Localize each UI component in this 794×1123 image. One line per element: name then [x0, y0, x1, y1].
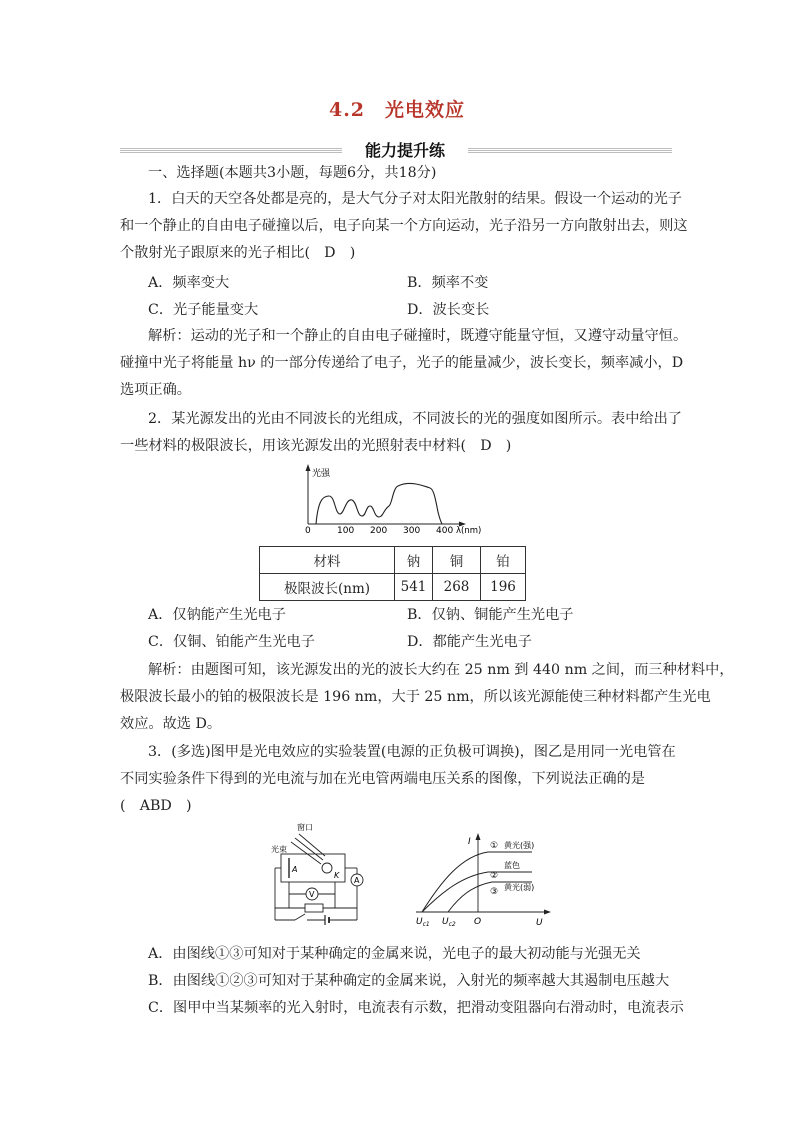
q1-option-a: A．频率变大: [148, 275, 230, 291]
light-beam-ray: [291, 842, 321, 864]
intensity-curve: [316, 483, 442, 524]
table-cell: 268: [433, 574, 481, 601]
x-tick-label: 100: [337, 526, 355, 536]
light-beam-ray: [299, 834, 325, 856]
q2-analysis-line: 解析：由题图可知，该光源发出的光的波长大约在 25 nm 到 440 nm 之间，而三种材料中，: [148, 662, 734, 678]
q3-option-a: A．由图线①③可知对于某种确定的金属来说，光电子的最大初动能与光强无关: [148, 946, 641, 962]
materials-table: [259, 546, 526, 601]
voltmeter-label: V: [309, 890, 315, 899]
uc1-symbol: U: [416, 917, 423, 927]
q1-analysis-line: 选项正确。: [120, 382, 191, 398]
q2-analysis-line: 效应。故选 D。: [120, 716, 222, 732]
cathode-label: K: [334, 871, 340, 880]
light-beam-ray: [295, 838, 323, 860]
uc1-subscript: c1: [422, 921, 430, 928]
y-axis-label: 光强: [312, 469, 331, 479]
x-tick-label: 200: [370, 526, 388, 536]
u-axis-label: U: [536, 918, 543, 928]
q1-option-d: D．波长变长: [407, 302, 490, 318]
uc2-symbol: U: [442, 917, 449, 927]
beam-label: 光束: [271, 845, 287, 854]
divider-right: [468, 148, 672, 153]
anode-label: A: [292, 865, 298, 874]
section-header: [120, 138, 672, 160]
table-header-cell: 铂: [481, 547, 526, 574]
rheostat: [305, 904, 323, 912]
q2-option-d: D．都能产生光电子: [407, 634, 532, 650]
i-axis-label: I: [468, 837, 471, 847]
q2-analysis-line: 极限波长最小的铂的极限波长是 196 nm，大于 25 nm，所以该光源能使三种材料都产生光电: [120, 689, 711, 705]
x-tick-label: 300: [403, 526, 421, 536]
x-tick-label: 0: [305, 526, 311, 536]
q1-analysis-line: 解析：运动的光子和一个静止的自由电子碰撞时，既遵守能量守恒，又遵守动量守恒。: [148, 328, 688, 344]
page-title: 4.2 光电效应: [328, 99, 466, 121]
y-axis-arrow: [306, 464, 311, 471]
table-cell: 196: [481, 574, 526, 601]
q1-analysis-line: 碰撞中光子将能量 hν 的一部分传递给了电子，光子的能量减少，波长变长，频率减小，D: [120, 355, 684, 371]
table-cell: 极限波长(nm): [260, 574, 395, 601]
origin-label: O: [474, 917, 482, 927]
q2-option-b: B．仅钠、铜能产生光电子: [407, 607, 574, 623]
q3-line: ( ABD ): [120, 798, 192, 814]
curve-number: ③: [490, 887, 499, 897]
section-heading: 一、选择题(本题共3小题，每题6分，共18分): [148, 165, 437, 181]
i-axis-arrow: [476, 833, 481, 840]
q3-option-c: C．图甲中当某频率的光入射时，电流表有示数，把滑动变阻器向右滑动时，电流表示: [148, 1000, 684, 1016]
curve-blue: [422, 872, 535, 912]
section-subtitle: 能力提升练: [364, 141, 445, 160]
iv-graph: [412, 830, 562, 928]
divider-left: [120, 148, 342, 153]
apparatus-figure: [265, 820, 365, 930]
curve-number: ②: [490, 871, 499, 881]
uc2-subscript: c2: [448, 921, 456, 928]
curve-number: ①: [490, 841, 499, 851]
curve-label: 黄光(弱): [504, 883, 535, 892]
ammeter-label: A: [354, 876, 360, 885]
q3-line: 不同实验条件下得到的光电流与加在光电管两端电压关系的图像，下列说法正确的是: [120, 771, 645, 787]
u-axis-arrow: [544, 910, 551, 915]
q2-option-a: A．仅钠能产生光电子: [148, 607, 286, 623]
curve-label: 黄光(强): [504, 841, 535, 850]
table-header-cell: 材料: [260, 547, 395, 574]
table-header-cell: 钠: [395, 547, 433, 574]
table-cell: 541: [395, 574, 433, 601]
x-tick-label: 400: [436, 526, 454, 536]
q1-line: 1．白天的天空各处都是亮的，是大气分子对太阳光散射的结果。假设一个运动的光子: [148, 191, 682, 207]
uc2-label: [442, 917, 456, 928]
q1-line: 和一个静止的自由电子碰撞以后，电子向某一个方向运动，光子沿另一方向散射出去，则这: [120, 218, 688, 234]
q3-line: 3．(多选)图甲是光电效应的实验装置(电源的正负极可调换)，图乙是用同一光电管在: [148, 744, 676, 760]
table-header-cell: 铜: [433, 547, 481, 574]
cathode: [322, 863, 332, 873]
q1-option-c: C．光子能量变大: [148, 302, 259, 318]
switch: [295, 914, 305, 920]
curve-label: 蓝色: [504, 861, 520, 870]
spectrum-graph: [296, 462, 496, 538]
window-label: 窗口: [297, 823, 313, 832]
q2-line: 2．某光源发出的光由不同波长的光组成，不同波长的光的强度如图所示。表中给出了: [148, 411, 682, 427]
uc1-label: [416, 917, 430, 928]
q3-option-b: B．由图线①②③可知对于某种确定的金属来说，入射光的频率越大其遏制电压越大: [148, 973, 670, 989]
q1-line: 个散射光子跟原来的光子相比( D ): [120, 245, 356, 261]
x-axis-label: λ(nm): [456, 526, 482, 536]
table-header-row: [260, 547, 526, 574]
q2-option-c: C．仅铜、铂能产生光电子: [148, 634, 315, 650]
q2-line: 一些材料的极限波长，用该光源发出的光照射表中材料( D ): [120, 438, 512, 454]
q1-option-b: B．频率不变: [407, 275, 489, 291]
table-row: [260, 574, 526, 601]
